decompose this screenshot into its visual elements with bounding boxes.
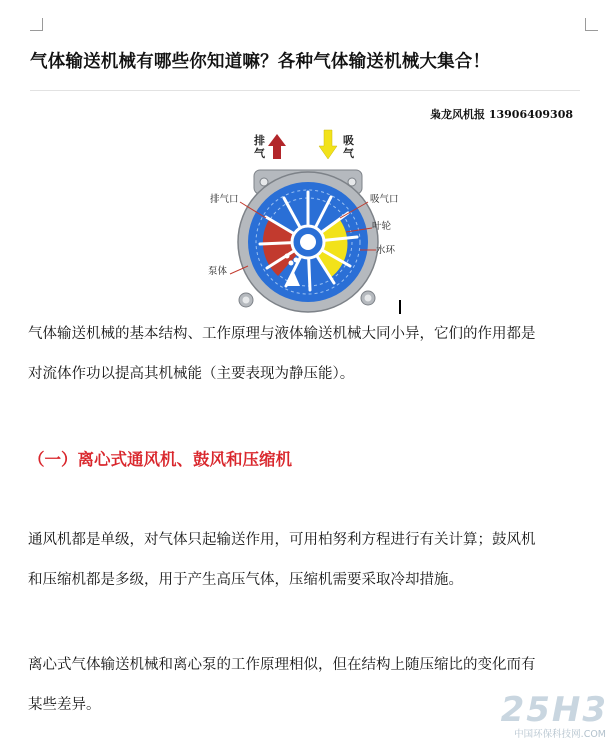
intake-port-label: 吸气口 [370,194,399,205]
watermark-site: 中国环保科技网.COM [514,729,606,740]
intake-label-1: 吸 [343,135,354,147]
paragraph-2 [28,520,588,600]
intake-label-2: 气 [343,148,354,160]
exhaust-port-label: 排气口 [210,194,239,205]
exhaust-arrow [268,134,286,159]
paragraph-3-line-2: 某些差异。 [28,697,101,713]
exhaust-label-1: 排 [254,135,265,147]
paragraph-3-line-1: 离心式气体输送机械和离心泵的工作原理相似，但在结构上随压缩比的变化而有 [28,657,536,673]
text-cursor [399,300,401,314]
impeller-label: 叶轮 [372,221,392,232]
liquid-ring-pump-diagram [200,126,399,316]
section-heading: （一）离心式通风机、鼓风和压缩机 [28,450,292,469]
watermark-logo: 25H3 [500,690,608,730]
intro-line-1: 气体输送机械的基本结构、工作原理与液体输送机械大同小异，它们的作用都是 [28,326,536,342]
page-corner-mark-top-left [30,18,43,31]
intake-arrow [319,130,337,159]
exhaust-label-2: 气 [254,148,265,160]
intro-paragraph [28,314,588,394]
paragraph-2-line-1: 通风机都是单级，对气体只起输送作用，可用柏努利方程进行有关计算；鼓风机 [28,532,536,548]
article-title: 气体输送机械有哪些你知道嘛？各种气体输送机械大集合！ [30,52,491,72]
article-credit: 枭龙风机报 13906409308 [430,108,574,121]
site-watermark [462,690,612,742]
paragraph-2-line-2: 和压缩机都是多级，用于产生高压气体，压缩机需要采取冷却措施。 [28,572,463,588]
pump-body-label: 泵体 [208,266,228,277]
pump-diagram-svg [200,126,399,316]
water-ring-label: 水环 [376,245,396,256]
intro-line-2: 对流体作功以提高其机械能（主要表现为静压能）。 [28,366,355,382]
page-corner-mark-top-right [585,18,598,31]
title-divider [30,90,580,91]
